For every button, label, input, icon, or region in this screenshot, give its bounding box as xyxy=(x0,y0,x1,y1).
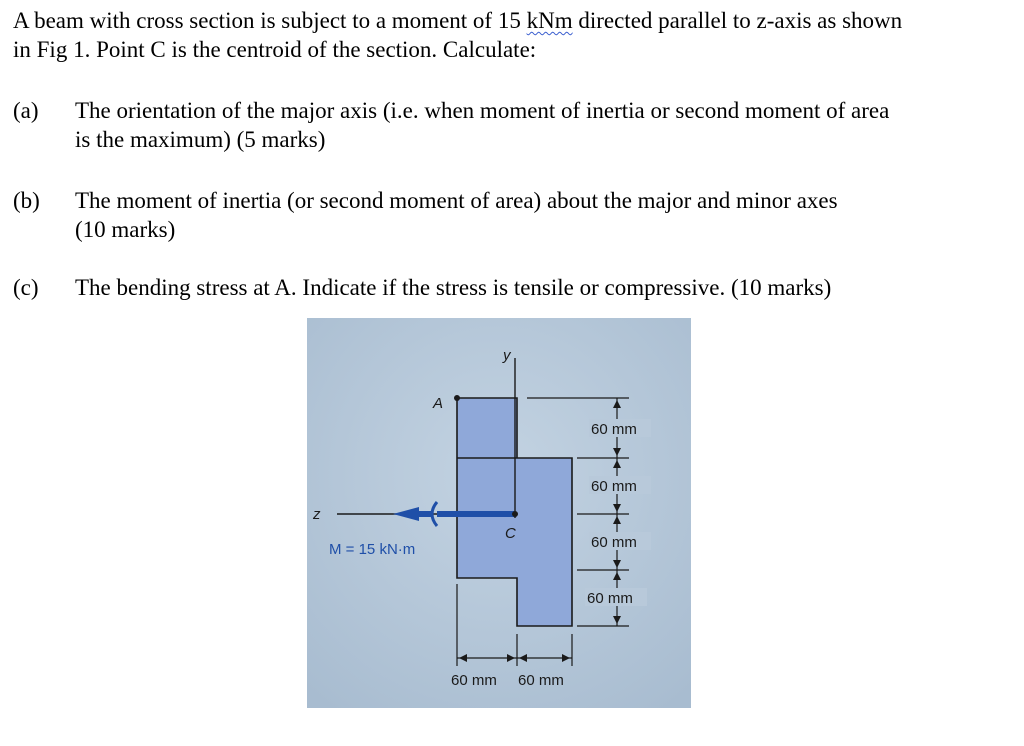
part-a-line-1: The orientation of the major axis (i.e. when moment of inertia or second moment of area xyxy=(75,98,890,123)
point-a-label: A xyxy=(433,395,444,412)
intro-unit-kNm: kNm xyxy=(526,8,573,33)
part-c-text xyxy=(75,273,1005,302)
cross-section-figure xyxy=(307,318,691,708)
part-a-label: (a) xyxy=(13,98,39,123)
intro-text-after: directed parallel to z-axis as shown xyxy=(572,8,903,33)
moment-label: M = 15 kN·m xyxy=(329,541,416,558)
intro-line-2: in Fig 1. Point C is the centroid of the section. Calculate: xyxy=(13,37,537,62)
y-axis-label: y xyxy=(503,347,511,364)
part-b-line-2: (10 marks) xyxy=(75,217,176,242)
centroid-label: C xyxy=(505,525,516,542)
horizontal-dim-label-2: 60 mm xyxy=(518,672,564,689)
cross-section-svg xyxy=(307,318,691,708)
vertical-dim-label-1: 60 mm xyxy=(591,421,637,438)
vertical-dim-label-4: 60 mm xyxy=(587,590,633,607)
centroid-point-c xyxy=(512,511,518,517)
point-a-dot xyxy=(454,395,460,401)
z-axis-label: z xyxy=(313,506,321,523)
part-a-text xyxy=(75,96,1005,154)
part-a-line-2: is the maximum) (5 marks) xyxy=(75,127,326,152)
intro-line-1 xyxy=(13,6,1013,35)
part-b-line-1: The moment of inertia (or second moment of area) about the major and minor axes xyxy=(75,188,838,213)
horizontal-dim-label-1: 60 mm xyxy=(451,672,497,689)
part-c-label: (c) xyxy=(13,275,39,300)
part-b-label: (b) xyxy=(13,188,40,213)
part-c-line-1: The bending stress at A. Indicate if the stress is tensile or compressive. (10 marks) xyxy=(75,275,832,300)
intro-text-before: A beam with cross section is subject to a moment of 15 xyxy=(13,8,527,33)
question-intro xyxy=(13,6,1013,64)
moment-vector-shaft xyxy=(437,511,515,517)
part-b-text xyxy=(75,186,1005,244)
moment-arrow-shaft xyxy=(415,511,431,517)
vertical-dim-label-3: 60 mm xyxy=(591,534,637,551)
vertical-dim-label-2: 60 mm xyxy=(591,478,637,495)
